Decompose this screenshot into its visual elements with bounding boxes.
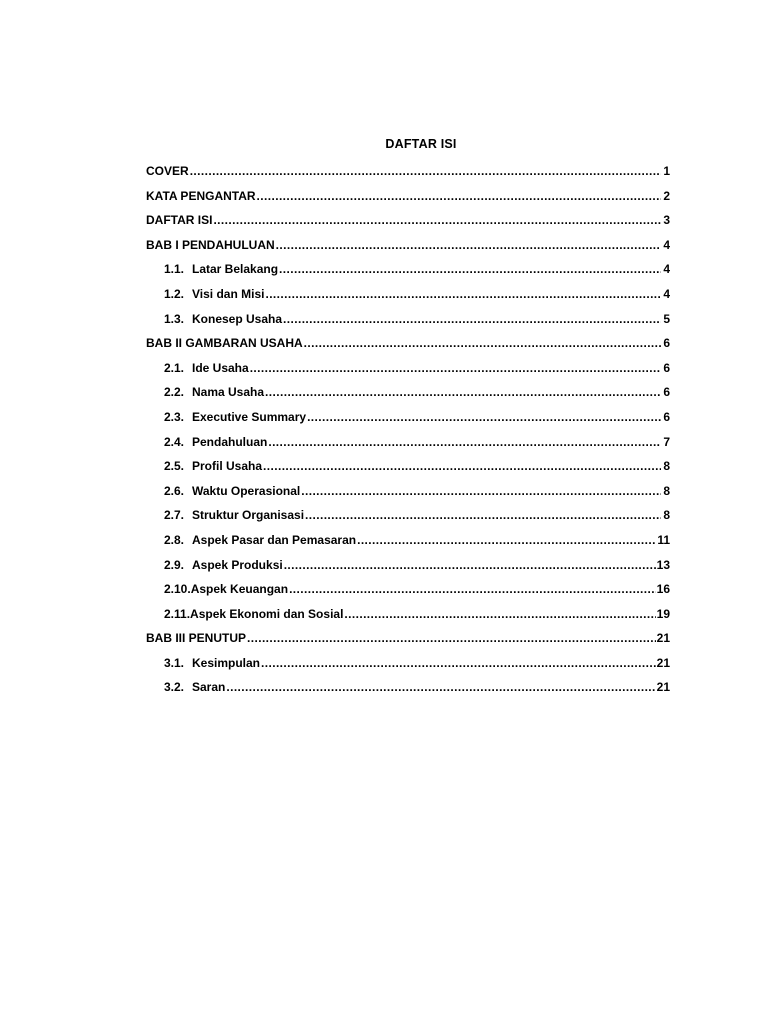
toc-entry-page-number: 19 — [656, 606, 670, 621]
toc-leader-dots — [247, 628, 656, 648]
toc-entry-page-number: 8 — [663, 459, 670, 474]
toc-entry[interactable] — [146, 358, 670, 383]
toc-leader-dots — [289, 579, 656, 599]
toc-leader-dots — [268, 432, 661, 452]
toc-entry-page-number: 21 — [656, 631, 670, 646]
toc-entry[interactable] — [146, 456, 670, 481]
toc-leader-dots — [261, 653, 656, 673]
toc-entry-text: DAFTAR ISI — [146, 213, 213, 228]
toc-leader-dots — [263, 456, 661, 476]
toc-entry-text: COVER — [146, 164, 189, 178]
toc-entry-text: BAB I PENDAHULUAN — [146, 237, 275, 252]
toc-entry-text: Executive Summary — [192, 409, 307, 424]
toc-leader-dots — [305, 505, 661, 525]
toc-entry[interactable] — [146, 579, 670, 604]
toc-leader-dots — [307, 407, 661, 427]
toc-entry[interactable] — [146, 432, 670, 457]
toc-entry-text: Saran — [192, 680, 226, 695]
toc-entry-page-number: 21 — [656, 655, 670, 670]
toc-entry-page-number: 6 — [663, 409, 670, 424]
toc-leader-dots — [190, 161, 661, 181]
toc-entry[interactable] — [146, 604, 670, 629]
toc-leader-dots — [250, 358, 661, 378]
toc-entry-text: Aspek Pasar dan Pemasaran — [192, 532, 357, 547]
toc-entry-page-number: 6 — [663, 360, 670, 375]
toc-entry-number: 1.3. — [164, 311, 185, 326]
toc-entry[interactable] — [146, 407, 670, 432]
toc-entry-number: 3.1. — [164, 655, 185, 670]
toc-entry-text: Pendahuluan — [192, 434, 268, 449]
toc-entry[interactable] — [146, 628, 670, 653]
toc-entry-page-number: 13 — [656, 557, 670, 572]
toc-entry-page-number: 5 — [663, 311, 670, 326]
toc-entry-number: 1.2. — [164, 286, 185, 301]
toc-entry[interactable] — [146, 505, 670, 530]
toc-entry-page-number: 8 — [663, 508, 670, 523]
toc-leader-dots — [226, 677, 655, 697]
toc-entry-page-number: 8 — [663, 483, 670, 498]
toc-entry-number: 2.9. — [164, 557, 185, 572]
toc-entry-number: 2.5. — [164, 459, 185, 474]
toc-title: DAFTAR ISI — [385, 137, 457, 151]
toc-entry-page-number: 6 — [663, 385, 670, 400]
toc-entry[interactable] — [146, 161, 670, 186]
toc-leader-dots — [284, 555, 656, 575]
toc-entry-text: Aspek Produksi — [192, 557, 283, 572]
toc-entry-number: 2.8. — [164, 532, 185, 547]
toc-leader-dots — [279, 259, 661, 279]
toc-entry[interactable] — [146, 677, 670, 702]
toc-entry-number: 2.2. — [164, 385, 185, 400]
toc-entry[interactable] — [146, 259, 670, 284]
toc-entry-page-number: 7 — [663, 434, 670, 449]
toc-entry[interactable] — [146, 333, 670, 358]
toc-entry-text: BAB II GAMBARAN USAHA — [146, 336, 303, 351]
toc-entry-number: 2.3. — [164, 409, 185, 424]
toc-list — [146, 161, 670, 702]
toc-entry-text: Waktu Operasional — [192, 483, 301, 498]
toc-entry-number: 2.11. — [164, 606, 191, 621]
toc-entry[interactable] — [146, 530, 670, 555]
toc-entry-text: Ide Usaha — [192, 360, 249, 375]
toc-entry[interactable] — [146, 235, 670, 260]
toc-entry-page-number: 6 — [663, 336, 670, 351]
toc-leader-dots — [304, 333, 661, 353]
toc-leader-dots — [213, 210, 661, 230]
toc-entry-text: KATA PENGANTAR — [146, 188, 256, 203]
toc-entry[interactable] — [146, 481, 670, 506]
toc-entry[interactable] — [146, 210, 670, 235]
toc-entry-number: 1.1. — [164, 262, 185, 277]
toc-entry-text: Struktur Organisasi — [192, 508, 305, 523]
toc-entry[interactable] — [146, 309, 670, 334]
toc-entry-page-number: 2 — [663, 188, 670, 203]
toc-entry-text: Profil Usaha — [192, 459, 263, 474]
toc-entry-page-number: 11 — [657, 532, 670, 547]
toc-entry-page-number: 3 — [663, 213, 670, 228]
toc-entry-number: 2.6. — [164, 483, 185, 498]
toc-entry-page-number: 21 — [656, 680, 670, 695]
toc-entry-number: 2.4. — [164, 434, 185, 449]
toc-entry-number: 2.7. — [164, 508, 185, 523]
toc-entry-text: Aspek Ekonomi dan Sosial — [190, 606, 344, 621]
toc-entry-text: BAB III PENUTUP — [146, 631, 247, 646]
toc-leader-dots — [265, 284, 661, 304]
toc-entry-number: 2.10. — [164, 582, 191, 597]
toc-leader-dots — [301, 481, 661, 501]
toc-entry-page-number: 4 — [663, 286, 670, 301]
toc-entry-text: Latar Belakang — [192, 262, 279, 277]
toc-entry-text: Konesep Usaha — [192, 311, 283, 326]
toc-entry-text: Kesimpulan — [192, 655, 261, 670]
toc-entry-number: 2.1. — [164, 360, 185, 375]
toc-entry[interactable] — [146, 284, 670, 309]
toc-entry-text: Nama Usaha — [192, 385, 265, 400]
toc-entry-page-number: 4 — [663, 237, 670, 252]
toc-leader-dots — [276, 235, 661, 255]
toc-entry-page-number: 16 — [656, 582, 670, 597]
toc-entry[interactable] — [146, 382, 670, 407]
toc-entry-text: Aspek Keuangan — [190, 582, 289, 597]
toc-leader-dots — [283, 309, 661, 329]
toc-entry-page-number: 4 — [663, 262, 670, 277]
toc-entry-number: 3.2. — [164, 680, 185, 695]
toc-entry[interactable] — [146, 555, 670, 580]
toc-leader-dots — [265, 382, 661, 402]
toc-leader-dots — [257, 186, 661, 206]
toc-entry[interactable] — [146, 186, 670, 211]
toc-entry-text: Visi dan Misi — [192, 286, 265, 301]
toc-leader-dots — [344, 604, 655, 624]
toc-leader-dots — [357, 530, 656, 550]
toc-entry[interactable] — [146, 653, 670, 678]
toc-entry-page-number: 1 — [663, 164, 670, 178]
